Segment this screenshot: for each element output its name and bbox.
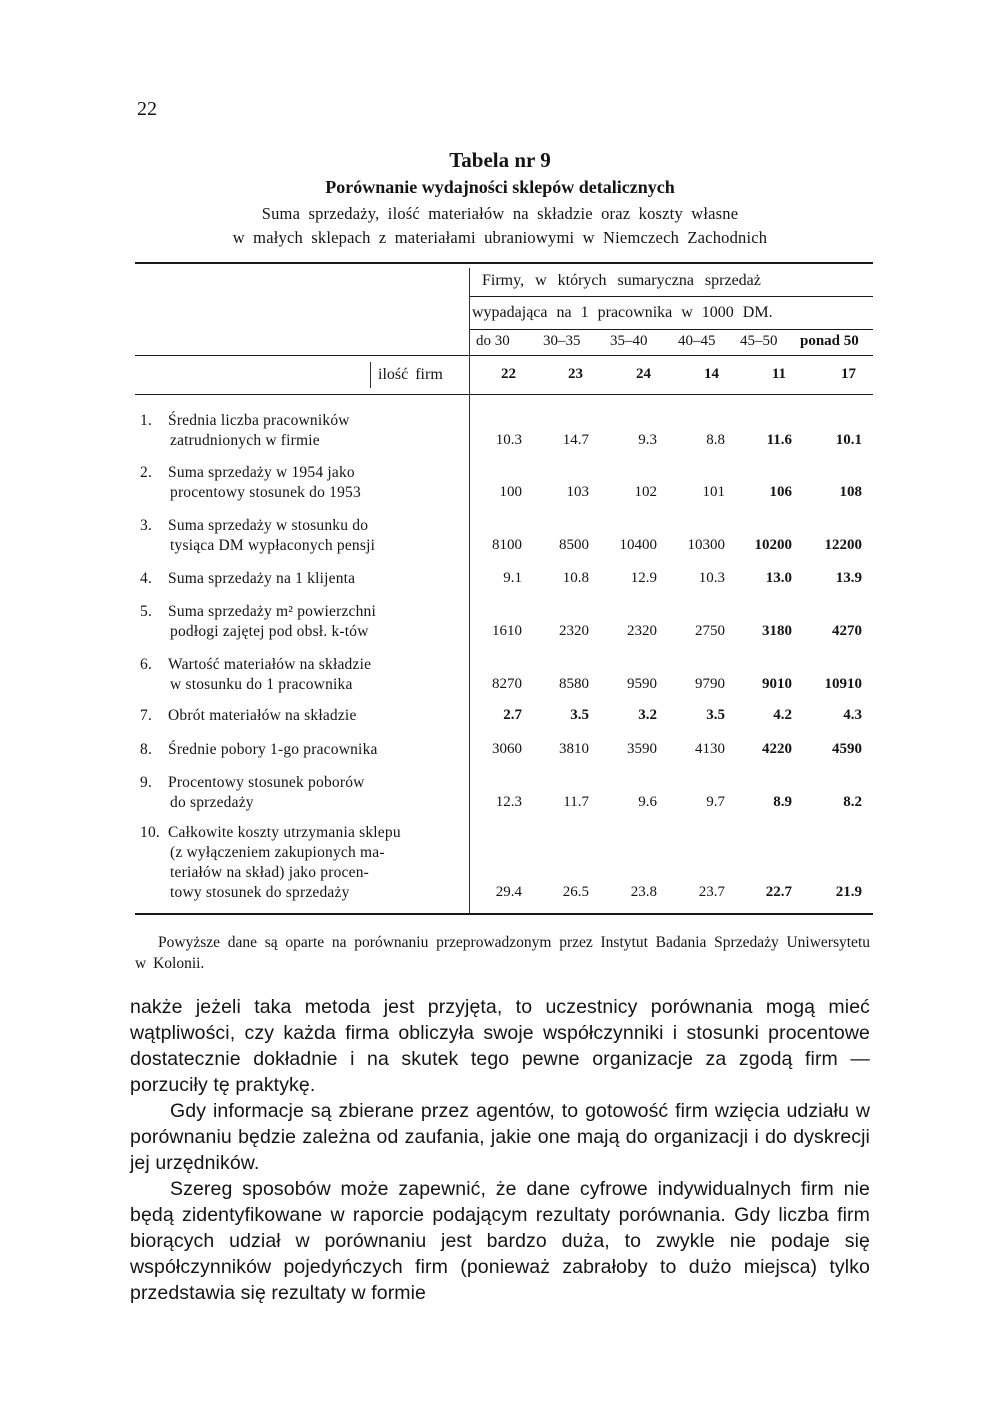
table-cell: 8.2 bbox=[843, 794, 862, 810]
row-label-line: Obrót materiałów na składzie bbox=[168, 707, 357, 724]
table-cell: 12200 bbox=[824, 537, 862, 553]
table-cell: 4590 bbox=[832, 741, 862, 757]
table-cell: 102 bbox=[634, 484, 657, 500]
page-number: 22 bbox=[137, 98, 157, 120]
table-cell: 10400 bbox=[619, 537, 657, 553]
count-value: 24 bbox=[636, 366, 651, 382]
table-cell: 3060 bbox=[492, 741, 522, 757]
table-cell: 101 bbox=[702, 484, 725, 500]
table-cell: 10910 bbox=[824, 676, 862, 692]
header-line-1: Firmy, w których sumaryczna sprzedaż bbox=[482, 272, 761, 289]
table-cell: 9.3 bbox=[638, 432, 657, 448]
table-cell: 22.7 bbox=[765, 884, 792, 900]
column-divider bbox=[469, 268, 470, 913]
row-label-line: Suma sprzedaży na 1 klijenta bbox=[168, 570, 356, 587]
table-cell: 3810 bbox=[559, 741, 589, 757]
row-label-line: Średnia liczba pracowników bbox=[168, 412, 350, 429]
table-cell: 8270 bbox=[492, 676, 522, 692]
table-bottom-rule bbox=[135, 913, 873, 915]
table-cell: 23.7 bbox=[698, 884, 725, 900]
table-cell: 10.3 bbox=[698, 570, 725, 586]
body-paragraph-1: nakże jeżeli taka metoda jest przyjęta, to uczestnicy porównania mogą mieć wątpliwości, czy każda firma obliczyła swoje współczynniki i stosunki procentowe dostatecznie dokładnie i na skutek tego pewne organizacje za zgodą firm — porzuciły tę praktykę. bbox=[130, 996, 870, 1096]
count-label: ilość firm bbox=[378, 366, 443, 383]
row-label-line: Suma sprzedaży w 1954 jako bbox=[168, 464, 355, 481]
table-cell: 8.9 bbox=[773, 794, 792, 810]
table-cell: 4220 bbox=[762, 741, 792, 757]
table-cell: 2320 bbox=[627, 623, 657, 639]
table-cell: 8500 bbox=[559, 537, 589, 553]
table-cell: 21.9 bbox=[835, 884, 862, 900]
row-label-line: do sprzedaży bbox=[170, 794, 254, 811]
column-header: do 30 bbox=[476, 333, 510, 349]
row-label-line: Średnie pobory 1-go pracownika bbox=[168, 741, 378, 758]
table-cell: 13.9 bbox=[835, 570, 862, 586]
row-label-line: tysiąca DM wypłaconych pensji bbox=[170, 537, 376, 554]
row-label bbox=[140, 740, 470, 760]
table-cell: 11.6 bbox=[766, 432, 792, 448]
row-number: 7. bbox=[140, 707, 153, 724]
table-title: Porównanie wydajności sklepów detalicznych bbox=[325, 177, 675, 197]
row-number: 10. bbox=[140, 824, 160, 841]
table-top-rule bbox=[135, 262, 873, 264]
row-label bbox=[140, 463, 470, 503]
row-label-line: procentowy stosunek do 1953 bbox=[170, 484, 361, 501]
table-cell: 8.8 bbox=[706, 432, 725, 448]
row-number: 4. bbox=[140, 570, 153, 587]
column-header: 45–50 bbox=[740, 333, 778, 349]
row-number: 5. bbox=[140, 603, 153, 620]
table-cell: 2750 bbox=[695, 623, 725, 639]
header-rule-2 bbox=[470, 329, 873, 330]
row-label-line: Wartość materiałów na składzie bbox=[168, 656, 372, 673]
row-label-line: teriałów na skład) jako procen- bbox=[170, 864, 370, 881]
row-label-line: podłogi zajętej pod obsł. k-tów bbox=[170, 623, 369, 640]
table-source-note: Powyższe dane są oparte na porównaniu przeprowadzonym przez Instytut Badania Sprzedaży Uniwersytetu w Kolonii. bbox=[135, 934, 870, 972]
body-paragraph-3: Szereg sposobów może zapewnić, że dane cyfrowe indywidualnych firm nie będą zidentyfikowane w raporcie podającym rezultaty porównania. Gdy liczba firm biorących udział w porównaniu jest bardzo duża, to zwykle nie podaje się współczynników pojedyńczych firm (ponieważ zabrałoby to dużo miejsca) tylko przedstawia się rezultaty w formie bbox=[130, 1178, 870, 1304]
row-label bbox=[140, 411, 470, 451]
table-cell: 3180 bbox=[762, 623, 792, 639]
column-header: ponad 50 bbox=[800, 333, 859, 349]
table-cell: 2320 bbox=[559, 623, 589, 639]
row-label bbox=[140, 773, 470, 813]
row-number: 6. bbox=[140, 656, 153, 673]
row-label-line: zatrudnionych w firmie bbox=[170, 432, 320, 449]
table-cell: 4.2 bbox=[773, 707, 792, 723]
header-rule-4 bbox=[135, 394, 873, 395]
count-value: 17 bbox=[841, 366, 856, 382]
table-cell: 11.7 bbox=[563, 794, 589, 810]
table-cell: 9010 bbox=[762, 676, 792, 692]
table-cell: 13.0 bbox=[765, 570, 792, 586]
count-value: 14 bbox=[704, 366, 719, 382]
count-value: 23 bbox=[568, 366, 583, 382]
table-cell: 12.9 bbox=[630, 570, 657, 586]
header-line-2: wypadająca na 1 pracownika w 1000 DM. bbox=[472, 304, 773, 321]
table-cell: 106 bbox=[769, 484, 792, 500]
table-cell: 9.6 bbox=[638, 794, 657, 810]
body-paragraph-2: Gdy informacje są zbierane przez agentów, to gotowość firm wzięcia udziału w porównaniu będzie zależna od zaufania, jakie one mają do organizacji i do dyskrecji jej urzędników. bbox=[130, 1100, 870, 1174]
table-cell: 26.5 bbox=[562, 884, 589, 900]
table-cell: 3590 bbox=[627, 741, 657, 757]
row-label-line: w stosunku do 1 pracownika bbox=[170, 676, 353, 693]
row-label-line: Całkowite koszty utrzymania sklepu bbox=[168, 824, 401, 841]
table-cell: 9590 bbox=[627, 676, 657, 692]
table-cell: 100 bbox=[499, 484, 522, 500]
table-subtitle-line-2: w małych sklepach z materiałami ubraniowymi w Niemczech Zachodnich bbox=[232, 228, 768, 247]
row-label-line: (z wyłączeniem zakupionych ma- bbox=[170, 844, 385, 861]
row-label bbox=[140, 823, 470, 903]
table-cell: 9.7 bbox=[706, 794, 725, 810]
row-label-line: Suma sprzedaży m² powierzchni bbox=[168, 603, 377, 620]
table-cell: 4.3 bbox=[843, 707, 862, 723]
table-cell: 29.4 bbox=[495, 884, 522, 900]
table-cell: 103 bbox=[566, 484, 589, 500]
row-label bbox=[140, 516, 470, 556]
table-cell: 3.2 bbox=[638, 707, 657, 723]
table-cell: 10300 bbox=[687, 537, 725, 553]
table-cell: 3.5 bbox=[570, 707, 589, 723]
column-header: 30–35 bbox=[543, 333, 581, 349]
table-cell: 1610 bbox=[492, 623, 522, 639]
table-cell: 10.1 bbox=[835, 432, 862, 448]
row-number: 8. bbox=[140, 741, 153, 758]
table-cell: 10.3 bbox=[495, 432, 522, 448]
table-cell: 2.7 bbox=[503, 707, 522, 723]
row-label bbox=[140, 706, 470, 726]
table-cell: 9.1 bbox=[503, 570, 522, 586]
row-number: 1. bbox=[140, 412, 153, 429]
table-label: Tabela nr 9 bbox=[449, 148, 551, 172]
row-number: 2. bbox=[140, 464, 153, 481]
row-label bbox=[140, 602, 470, 642]
table-cell: 23.8 bbox=[630, 884, 657, 900]
row-label bbox=[140, 569, 470, 589]
table-cell: 4130 bbox=[695, 741, 725, 757]
table-cell: 3.5 bbox=[706, 707, 725, 723]
row-number: 3. bbox=[140, 517, 153, 534]
table-cell: 9790 bbox=[695, 676, 725, 692]
table-cell: 8100 bbox=[492, 537, 522, 553]
table-cell: 12.3 bbox=[495, 794, 522, 810]
table-cell: 14.7 bbox=[562, 432, 589, 448]
header-rule-3 bbox=[135, 355, 873, 356]
row-label-line: towy stosunek do sprzedaży bbox=[170, 884, 350, 901]
table-cell: 108 bbox=[839, 484, 862, 500]
header-rule-1 bbox=[470, 296, 873, 297]
count-label-divider bbox=[370, 362, 371, 388]
row-label bbox=[140, 655, 470, 695]
table-cell: 10.8 bbox=[562, 570, 589, 586]
table-cell: 10200 bbox=[754, 537, 792, 553]
count-value: 22 bbox=[501, 366, 516, 382]
row-label-line: Suma sprzedaży w stosunku do bbox=[168, 517, 369, 534]
table-cell: 8580 bbox=[559, 676, 589, 692]
row-number: 9. bbox=[140, 774, 153, 791]
table-subtitle-line-1: Suma sprzedaży, ilość materiałów na składzie oraz koszty własne bbox=[261, 204, 739, 223]
column-header: 35–40 bbox=[610, 333, 648, 349]
row-label-line: Procentowy stosunek poborów bbox=[168, 774, 365, 791]
column-header: 40–45 bbox=[678, 333, 716, 349]
table-cell: 4270 bbox=[832, 623, 862, 639]
count-value: 11 bbox=[771, 366, 786, 382]
